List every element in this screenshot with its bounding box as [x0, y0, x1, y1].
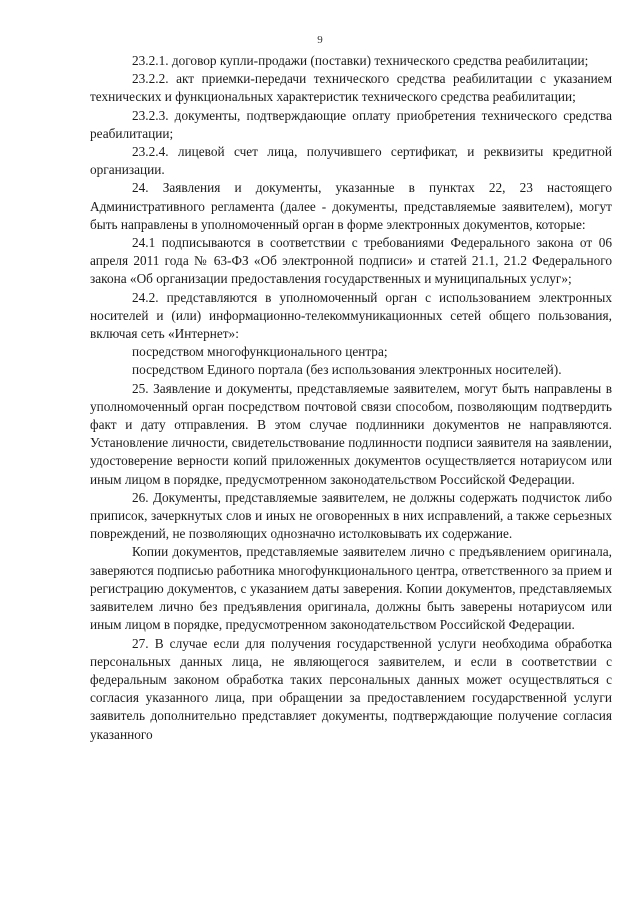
- paragraph-copies: Копии документов, представляемые заявителем лично с предъявлением оригинала, заверяются подписью работника многофункционального центра, ответственного за прием и регистрацию документов, с указанием даты заверения. Копии документов, представляемых заявителем лично без предъявления оригинала, должны быть заверены нотариусом или иным лицом в порядке, предусмотренном законодательством Российской Федерации.: [90, 544, 612, 633]
- paragraph-23-2-4: 23.2.4. лицевой счет лица, получившего сертификат, и реквизиты кредитной организации.: [90, 144, 612, 178]
- paragraph-23-2-2: 23.2.2. акт приемки-передачи технического средства реабилитации с указанием технических и функциональных характеристик технического средства реабилитации;: [90, 71, 612, 105]
- paragraph-24-1: 24.1 подписываются в соответствии с требованиями Федерального закона от 06 апреля 2011 года № 63-ФЗ «Об электронной подписи» и статей 21.1, 21.2 Федерального закона «Об организации предоставления государственных и муниципальных услуг»;: [90, 235, 612, 287]
- paragraph-23-2-1: 23.2.1. договор купли-продажи (поставки) технического средства реабилитации;: [132, 53, 589, 68]
- paragraph-mfc: посредством многофункционального центра;: [132, 344, 388, 360]
- paragraph-26: 26. Документы, представляемые заявителем, не должны содержать подчисток либо приписок, зачеркнутых слов и иных не оговоренных в них исправлений, а также серьезных повреждений, не позволяющих однозначно истолковывать их содержание.: [90, 489, 612, 542]
- paragraph-23-2-3: 23.2.3. документы, подтверждающие оплату приобретения технического средства реабилитации;: [90, 107, 612, 141]
- page-number: 9: [317, 34, 323, 46]
- paragraph-24-2: 24.2. представляются в уполномоченный орган с использованием электронных носителей и (или) информационно-телекоммуникационных сетей общего пользования, включая сеть «Интернет»:: [90, 289, 612, 342]
- paragraph-24: 24. Заявления и документы, указанные в пунктах 22, 23 настоящего Административного регламента (далее - документы, представляемые заявителем), могут быть направлены в уполномоченный орган в форме электронных документов, которые:: [90, 180, 612, 232]
- paragraph-27: 27. В случае если для получения государственной услуги необходима обработка персональных данных лица, не являющегося заявителем, и если в соответствии с федеральным законом обработка таких персональных данных может осуществляться с согласия указанного лица, при обращении за предоставлением государственной услуги заявитель дополнительно представляет документы, подтверждающие получение согласия указанного: [90, 635, 612, 742]
- paragraph-25: 25. Заявление и документы, представляемые заявителем, могут быть направлены в уполномоченный орган посредством почтовой связи способом, позволяющим подтвердить факт и дату отправления. В этом случае подлинники документов не направляются. Установление личности, свидетельствование подлинности подписи заявителя на заявлении, удостоверение верности копий приложенных документов осуществляется нотариусом или иным лицом в порядке, предусмотренном законодательством Российской Федерации.: [90, 380, 612, 487]
- document-body: [90, 52, 612, 744]
- paragraph-portal: посредством Единого портала (без использования электронных носителей).: [132, 362, 562, 378]
